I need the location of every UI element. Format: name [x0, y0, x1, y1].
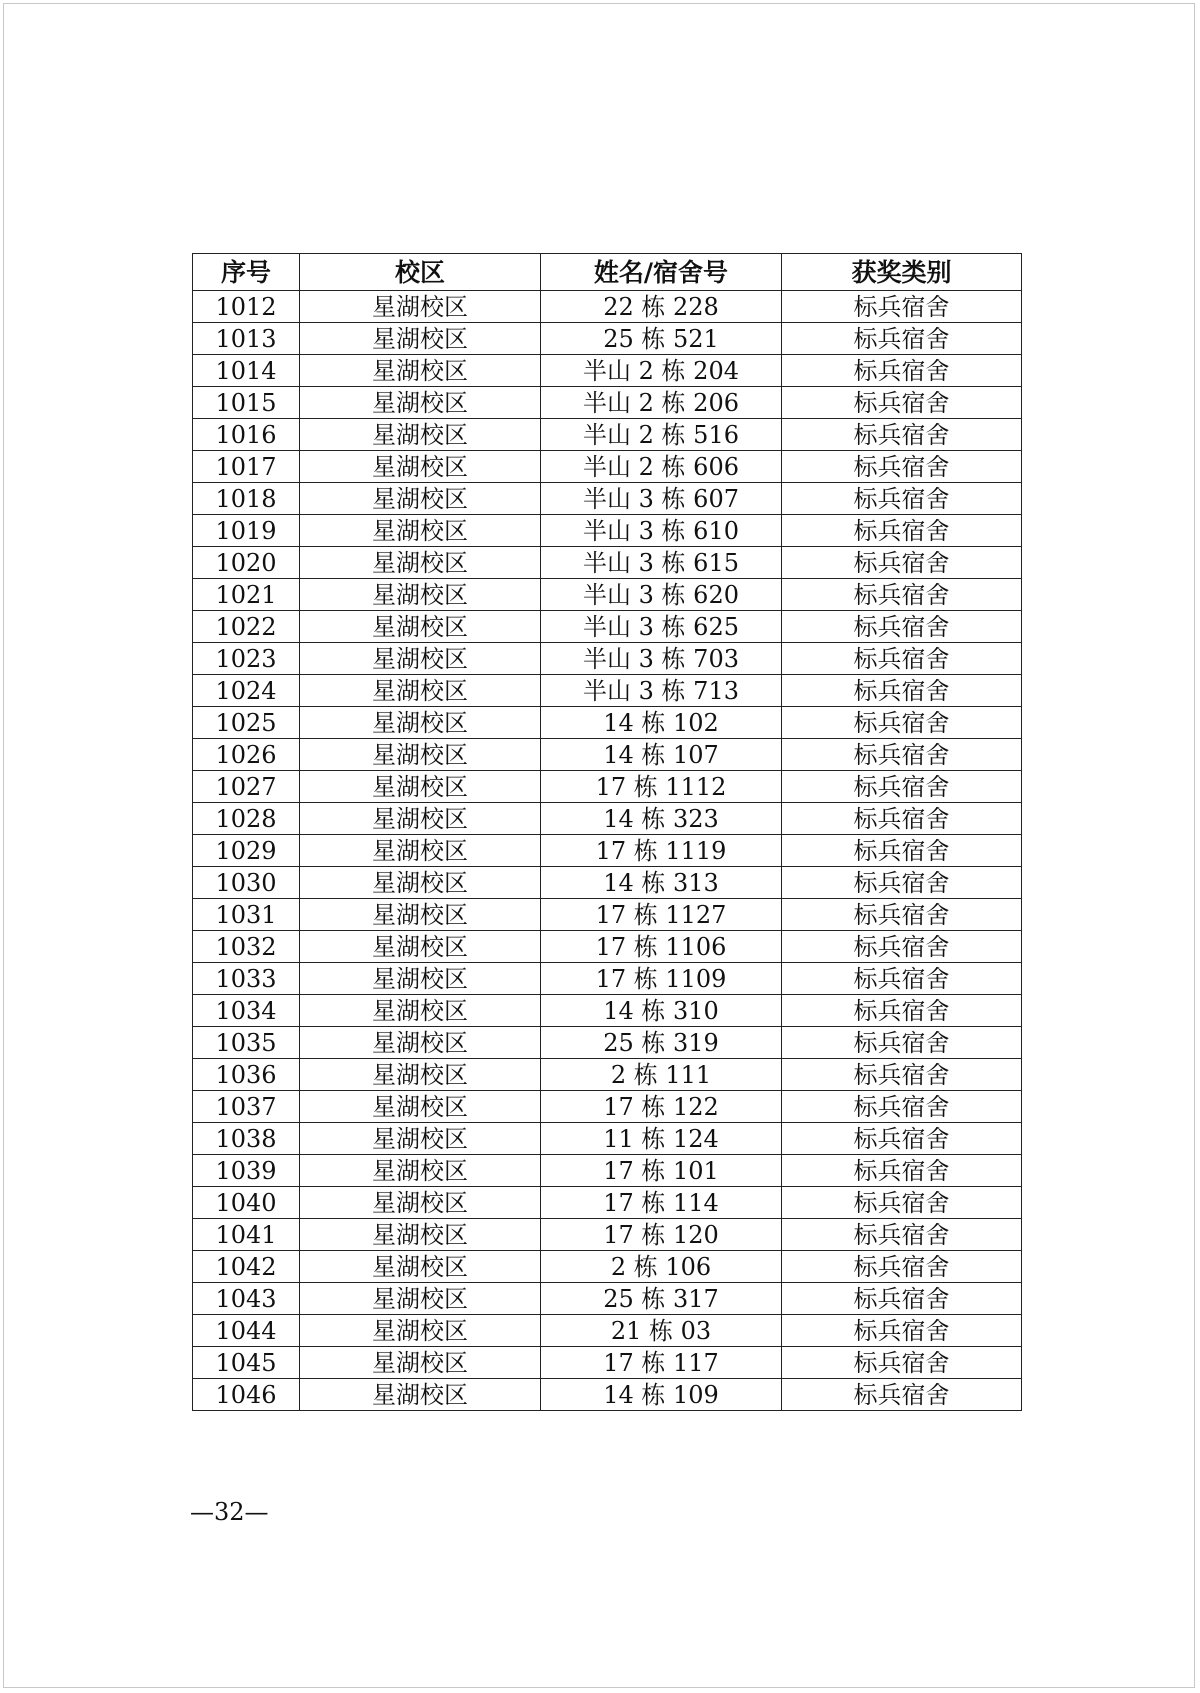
cell-award-category: 标兵宿舍	[782, 1155, 1022, 1187]
cell-serial-number: 1026	[193, 739, 300, 771]
table-row	[193, 387, 1022, 419]
award-table	[192, 253, 1022, 1411]
cell-serial-number: 1023	[193, 643, 300, 675]
cell-dorm: 17 栋 101	[541, 1155, 782, 1187]
cell-serial-number: 1021	[193, 579, 300, 611]
cell-serial-number: 1039	[193, 1155, 300, 1187]
cell-award-category: 标兵宿舍	[782, 1283, 1022, 1315]
cell-serial-number: 1016	[193, 419, 300, 451]
cell-dorm: 25 栋 319	[541, 1027, 782, 1059]
cell-award-category: 标兵宿舍	[782, 579, 1022, 611]
table-row	[193, 1059, 1022, 1091]
cell-campus: 星湖校区	[300, 1155, 541, 1187]
table-row	[193, 611, 1022, 643]
cell-award-category: 标兵宿舍	[782, 771, 1022, 803]
cell-campus: 星湖校区	[300, 515, 541, 547]
cell-award-category: 标兵宿舍	[782, 899, 1022, 931]
cell-award-category: 标兵宿舍	[782, 643, 1022, 675]
cell-campus: 星湖校区	[300, 1123, 541, 1155]
table-row	[193, 579, 1022, 611]
table-row	[193, 963, 1022, 995]
header-name-dorm: 姓名/宿舍号	[541, 254, 782, 291]
table-row	[193, 1027, 1022, 1059]
cell-award-category: 标兵宿舍	[782, 547, 1022, 579]
table-body	[193, 291, 1022, 1411]
table-row	[193, 291, 1022, 323]
cell-award-category: 标兵宿舍	[782, 1091, 1022, 1123]
cell-serial-number: 1025	[193, 707, 300, 739]
cell-award-category: 标兵宿舍	[782, 1027, 1022, 1059]
cell-campus: 星湖校区	[300, 579, 541, 611]
cell-award-category: 标兵宿舍	[782, 515, 1022, 547]
cell-dorm: 半山 3 栋 620	[541, 579, 782, 611]
table-row	[193, 1315, 1022, 1347]
cell-award-category: 标兵宿舍	[782, 1059, 1022, 1091]
cell-award-category: 标兵宿舍	[782, 611, 1022, 643]
cell-campus: 星湖校区	[300, 547, 541, 579]
cell-award-category: 标兵宿舍	[782, 1315, 1022, 1347]
cell-award-category: 标兵宿舍	[782, 323, 1022, 355]
cell-dorm: 14 栋 313	[541, 867, 782, 899]
cell-campus: 星湖校区	[300, 1283, 541, 1315]
table-row	[193, 931, 1022, 963]
cell-campus: 星湖校区	[300, 771, 541, 803]
header-campus: 校区	[300, 254, 541, 291]
header-serial-number: 序号	[193, 254, 300, 291]
cell-dorm: 14 栋 102	[541, 707, 782, 739]
cell-serial-number: 1040	[193, 1187, 300, 1219]
cell-award-category: 标兵宿舍	[782, 1379, 1022, 1411]
cell-campus: 星湖校区	[300, 1219, 541, 1251]
cell-dorm: 半山 2 栋 204	[541, 355, 782, 387]
table-row	[193, 1251, 1022, 1283]
table-row	[193, 643, 1022, 675]
cell-campus: 星湖校区	[300, 675, 541, 707]
table-row	[193, 515, 1022, 547]
cell-serial-number: 1045	[193, 1347, 300, 1379]
table-row	[193, 1283, 1022, 1315]
table-row	[193, 355, 1022, 387]
cell-award-category: 标兵宿舍	[782, 963, 1022, 995]
cell-award-category: 标兵宿舍	[782, 835, 1022, 867]
cell-campus: 星湖校区	[300, 387, 541, 419]
cell-award-category: 标兵宿舍	[782, 291, 1022, 323]
cell-serial-number: 1033	[193, 963, 300, 995]
table-row	[193, 451, 1022, 483]
cell-dorm: 半山 2 栋 206	[541, 387, 782, 419]
cell-dorm: 半山 3 栋 713	[541, 675, 782, 707]
cell-dorm: 半山 3 栋 615	[541, 547, 782, 579]
table-row	[193, 1091, 1022, 1123]
cell-dorm: 17 栋 114	[541, 1187, 782, 1219]
table-row	[193, 1187, 1022, 1219]
table-row	[193, 995, 1022, 1027]
cell-serial-number: 1036	[193, 1059, 300, 1091]
cell-dorm: 14 栋 323	[541, 803, 782, 835]
cell-campus: 星湖校区	[300, 483, 541, 515]
cell-serial-number: 1042	[193, 1251, 300, 1283]
cell-serial-number: 1018	[193, 483, 300, 515]
cell-campus: 星湖校区	[300, 323, 541, 355]
header-award-category: 获奖类别	[782, 254, 1022, 291]
cell-campus: 星湖校区	[300, 1347, 541, 1379]
cell-dorm: 2 栋 111	[541, 1059, 782, 1091]
table-row	[193, 707, 1022, 739]
cell-serial-number: 1019	[193, 515, 300, 547]
cell-serial-number: 1046	[193, 1379, 300, 1411]
table-row	[193, 803, 1022, 835]
cell-dorm: 半山 3 栋 703	[541, 643, 782, 675]
cell-dorm: 半山 2 栋 606	[541, 451, 782, 483]
cell-serial-number: 1027	[193, 771, 300, 803]
cell-serial-number: 1028	[193, 803, 300, 835]
cell-dorm: 17 栋 1119	[541, 835, 782, 867]
cell-dorm: 半山 3 栋 625	[541, 611, 782, 643]
cell-serial-number: 1030	[193, 867, 300, 899]
cell-campus: 星湖校区	[300, 931, 541, 963]
table-row	[193, 1219, 1022, 1251]
table-header	[193, 254, 1022, 291]
table-row	[193, 1155, 1022, 1187]
cell-serial-number: 1014	[193, 355, 300, 387]
cell-award-category: 标兵宿舍	[782, 355, 1022, 387]
cell-serial-number: 1037	[193, 1091, 300, 1123]
header-row	[193, 254, 1022, 291]
cell-award-category: 标兵宿舍	[782, 1347, 1022, 1379]
table-row	[193, 771, 1022, 803]
cell-campus: 星湖校区	[300, 995, 541, 1027]
cell-award-category: 标兵宿舍	[782, 707, 1022, 739]
cell-dorm: 14 栋 310	[541, 995, 782, 1027]
cell-award-category: 标兵宿舍	[782, 483, 1022, 515]
cell-campus: 星湖校区	[300, 963, 541, 995]
cell-award-category: 标兵宿舍	[782, 995, 1022, 1027]
table-row	[193, 419, 1022, 451]
cell-award-category: 标兵宿舍	[782, 1123, 1022, 1155]
cell-campus: 星湖校区	[300, 355, 541, 387]
cell-campus: 星湖校区	[300, 419, 541, 451]
cell-dorm: 21 栋 03	[541, 1315, 782, 1347]
cell-dorm: 14 栋 109	[541, 1379, 782, 1411]
cell-serial-number: 1029	[193, 835, 300, 867]
cell-serial-number: 1034	[193, 995, 300, 1027]
cell-campus: 星湖校区	[300, 707, 541, 739]
cell-serial-number: 1020	[193, 547, 300, 579]
cell-dorm: 半山 3 栋 607	[541, 483, 782, 515]
cell-dorm: 17 栋 1112	[541, 771, 782, 803]
cell-serial-number: 1032	[193, 931, 300, 963]
table-row	[193, 835, 1022, 867]
cell-campus: 星湖校区	[300, 643, 541, 675]
table-row	[193, 483, 1022, 515]
cell-dorm: 11 栋 124	[541, 1123, 782, 1155]
cell-award-category: 标兵宿舍	[782, 1219, 1022, 1251]
cell-award-category: 标兵宿舍	[782, 1187, 1022, 1219]
cell-campus: 星湖校区	[300, 291, 541, 323]
cell-campus: 星湖校区	[300, 1027, 541, 1059]
cell-dorm: 17 栋 122	[541, 1091, 782, 1123]
cell-campus: 星湖校区	[300, 899, 541, 931]
cell-campus: 星湖校区	[300, 1379, 541, 1411]
cell-dorm: 2 栋 106	[541, 1251, 782, 1283]
table-row	[193, 1123, 1022, 1155]
cell-dorm: 17 栋 120	[541, 1219, 782, 1251]
cell-award-category: 标兵宿舍	[782, 739, 1022, 771]
cell-award-category: 标兵宿舍	[782, 675, 1022, 707]
cell-serial-number: 1043	[193, 1283, 300, 1315]
cell-dorm: 半山 3 栋 610	[541, 515, 782, 547]
cell-serial-number: 1038	[193, 1123, 300, 1155]
cell-campus: 星湖校区	[300, 451, 541, 483]
cell-award-category: 标兵宿舍	[782, 387, 1022, 419]
cell-dorm: 22 栋 228	[541, 291, 782, 323]
cell-serial-number: 1041	[193, 1219, 300, 1251]
cell-dorm: 25 栋 521	[541, 323, 782, 355]
table-row	[193, 547, 1022, 579]
cell-campus: 星湖校区	[300, 1091, 541, 1123]
cell-dorm: 17 栋 1127	[541, 899, 782, 931]
cell-dorm: 半山 2 栋 516	[541, 419, 782, 451]
cell-serial-number: 1035	[193, 1027, 300, 1059]
cell-campus: 星湖校区	[300, 1059, 541, 1091]
table-row	[193, 1379, 1022, 1411]
cell-serial-number: 1012	[193, 291, 300, 323]
cell-serial-number: 1013	[193, 323, 300, 355]
cell-campus: 星湖校区	[300, 835, 541, 867]
cell-award-category: 标兵宿舍	[782, 931, 1022, 963]
cell-dorm: 17 栋 117	[541, 1347, 782, 1379]
cell-award-category: 标兵宿舍	[782, 451, 1022, 483]
cell-dorm: 17 栋 1106	[541, 931, 782, 963]
cell-serial-number: 1022	[193, 611, 300, 643]
table-row	[193, 1347, 1022, 1379]
table-row	[193, 739, 1022, 771]
cell-campus: 星湖校区	[300, 611, 541, 643]
cell-serial-number: 1015	[193, 387, 300, 419]
cell-award-category: 标兵宿舍	[782, 1251, 1022, 1283]
cell-dorm: 25 栋 317	[541, 1283, 782, 1315]
cell-serial-number: 1031	[193, 899, 300, 931]
cell-campus: 星湖校区	[300, 1251, 541, 1283]
cell-serial-number: 1024	[193, 675, 300, 707]
page-number: —32—	[190, 1498, 269, 1526]
cell-campus: 星湖校区	[300, 739, 541, 771]
cell-award-category: 标兵宿舍	[782, 867, 1022, 899]
cell-dorm: 14 栋 107	[541, 739, 782, 771]
table-row	[193, 323, 1022, 355]
cell-serial-number: 1017	[193, 451, 300, 483]
table-row	[193, 899, 1022, 931]
cell-campus: 星湖校区	[300, 867, 541, 899]
table-row	[193, 867, 1022, 899]
cell-award-category: 标兵宿舍	[782, 803, 1022, 835]
table-row	[193, 675, 1022, 707]
cell-award-category: 标兵宿舍	[782, 419, 1022, 451]
cell-campus: 星湖校区	[300, 1187, 541, 1219]
cell-campus: 星湖校区	[300, 1315, 541, 1347]
cell-serial-number: 1044	[193, 1315, 300, 1347]
cell-dorm: 17 栋 1109	[541, 963, 782, 995]
cell-campus: 星湖校区	[300, 803, 541, 835]
